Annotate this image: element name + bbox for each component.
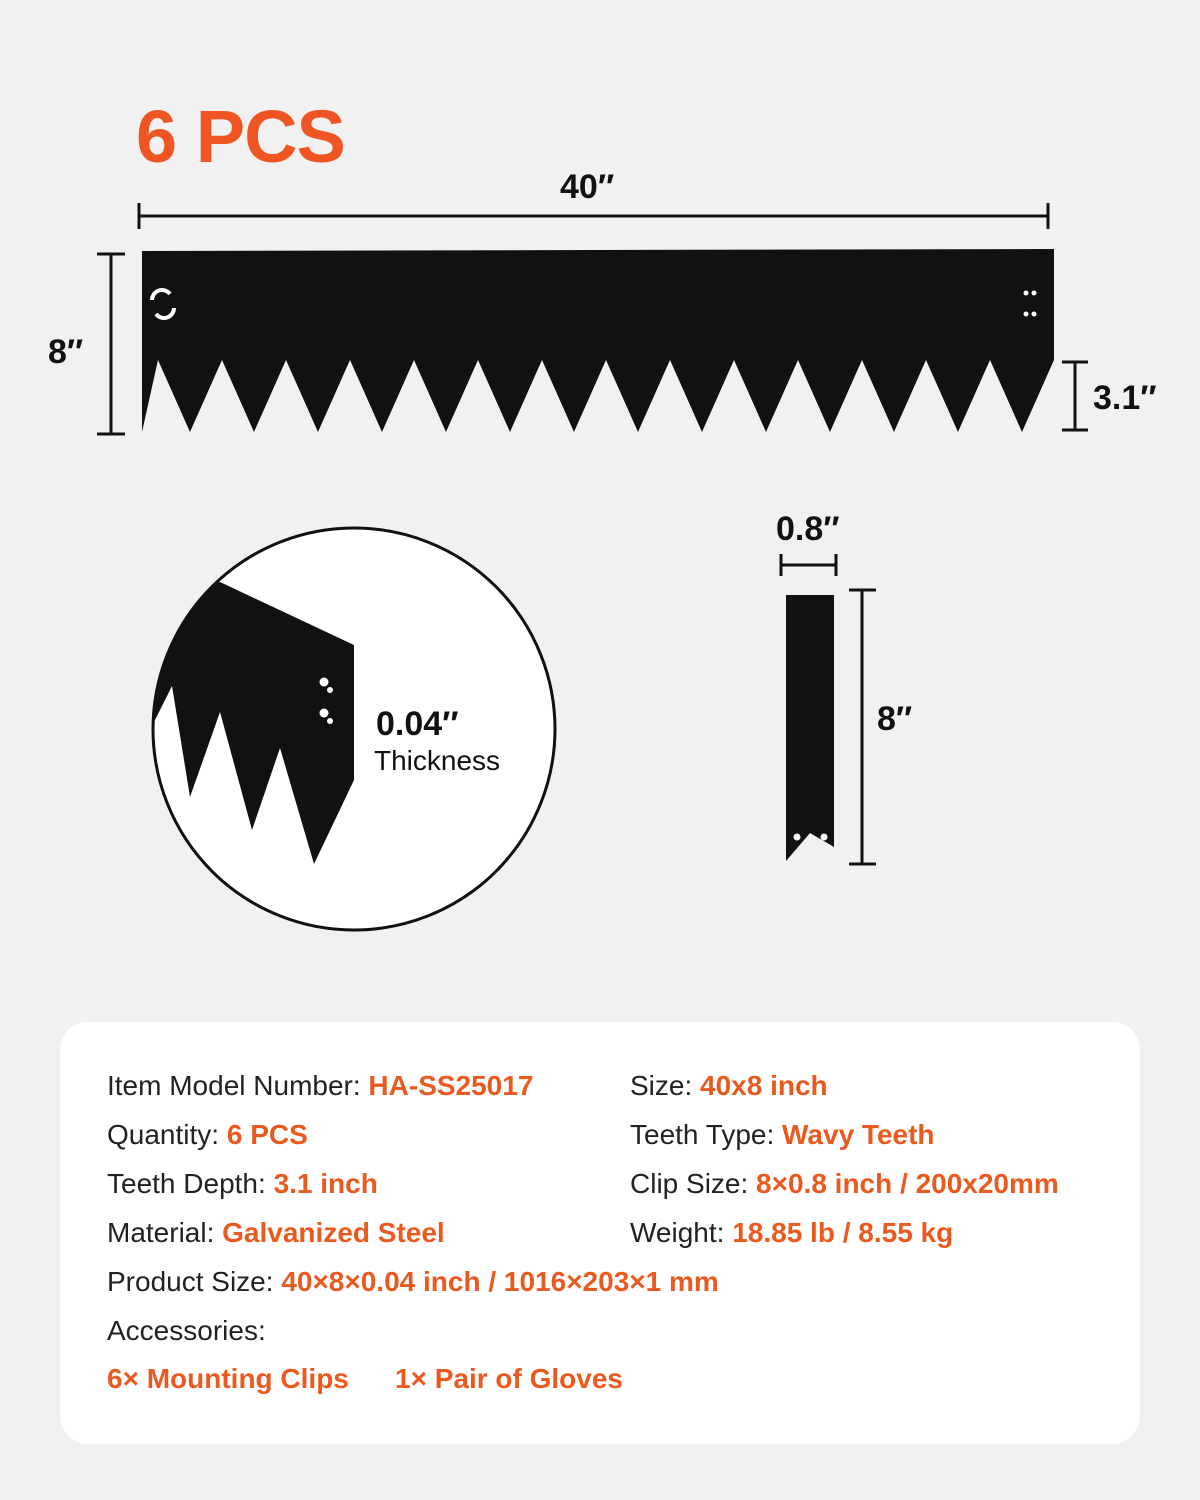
spec-label: Material: [107, 1217, 223, 1248]
spec-value: Wavy Teeth [782, 1119, 935, 1150]
spec-accessories [107, 1317, 266, 1345]
spec-label: Size: [630, 1070, 701, 1101]
spec-label: Weight: [630, 1217, 733, 1248]
spec-teeth-type [630, 1121, 935, 1149]
height-dimension-line [97, 254, 125, 434]
spec-value: 8×0.8 inch / 200x20mm [756, 1168, 1059, 1199]
spec-clip-size [630, 1170, 1059, 1198]
spec-value: 18.85 lb / 8.55 kg [732, 1217, 954, 1248]
mounting-clip [786, 595, 834, 861]
teeth-depth-label: 3.1′′ [1093, 379, 1157, 417]
height-label: 8′′ [48, 333, 84, 371]
accessory-clips [107, 1365, 349, 1393]
mounting-clip-holes-icon [794, 834, 828, 841]
accessory-gloves [395, 1365, 623, 1393]
spec-label: Teeth Type: [630, 1119, 783, 1150]
length-dimension-line [139, 203, 1048, 229]
spec-label: Clip Size: [630, 1168, 757, 1199]
spec-label: Item Model Number: [107, 1070, 369, 1101]
spec-value: 6 PCS [226, 1119, 308, 1150]
clip-width-label: 0.8′′ [776, 510, 840, 548]
spec-value: 40x8 inch [700, 1070, 828, 1101]
spec-weight [630, 1219, 953, 1247]
spec-label: Quantity: [107, 1119, 227, 1150]
spec-value: Galvanized Steel [222, 1217, 445, 1248]
spec-teeth-depth [107, 1170, 378, 1198]
clip-height-label: 8′′ [877, 700, 913, 738]
spec-label: Teeth Depth: [107, 1168, 274, 1199]
spec-quantity [107, 1121, 308, 1149]
clip-width-dimension-line [781, 554, 836, 576]
teeth-depth-dimension-line [1062, 362, 1088, 430]
spec-product-size [107, 1268, 719, 1296]
spec-size [630, 1072, 828, 1100]
edging-strip [142, 249, 1054, 432]
thickness-value: 0.04′′ [376, 705, 459, 743]
spec-value: 40×8×0.04 inch / 1016×203×1 mm [281, 1266, 719, 1297]
clip-height-dimension-line [849, 590, 876, 864]
spec-value: 3.1 inch [273, 1168, 378, 1199]
accessory-value: 1× Pair of Gloves [395, 1363, 623, 1394]
specifications-card [60, 1022, 1140, 1444]
thickness-label: Thickness [374, 745, 501, 776]
spec-label: Accessories: [107, 1315, 266, 1346]
length-label: 40′′ [560, 168, 615, 206]
accessory-value: 6× Mounting Clips [107, 1363, 349, 1394]
spec-material [107, 1219, 445, 1247]
spec-label: Product Size: [107, 1266, 282, 1297]
spec-model [107, 1072, 533, 1100]
spec-value: HA-SS25017 [368, 1070, 534, 1101]
quantity-title: 6 PCS [136, 95, 345, 178]
